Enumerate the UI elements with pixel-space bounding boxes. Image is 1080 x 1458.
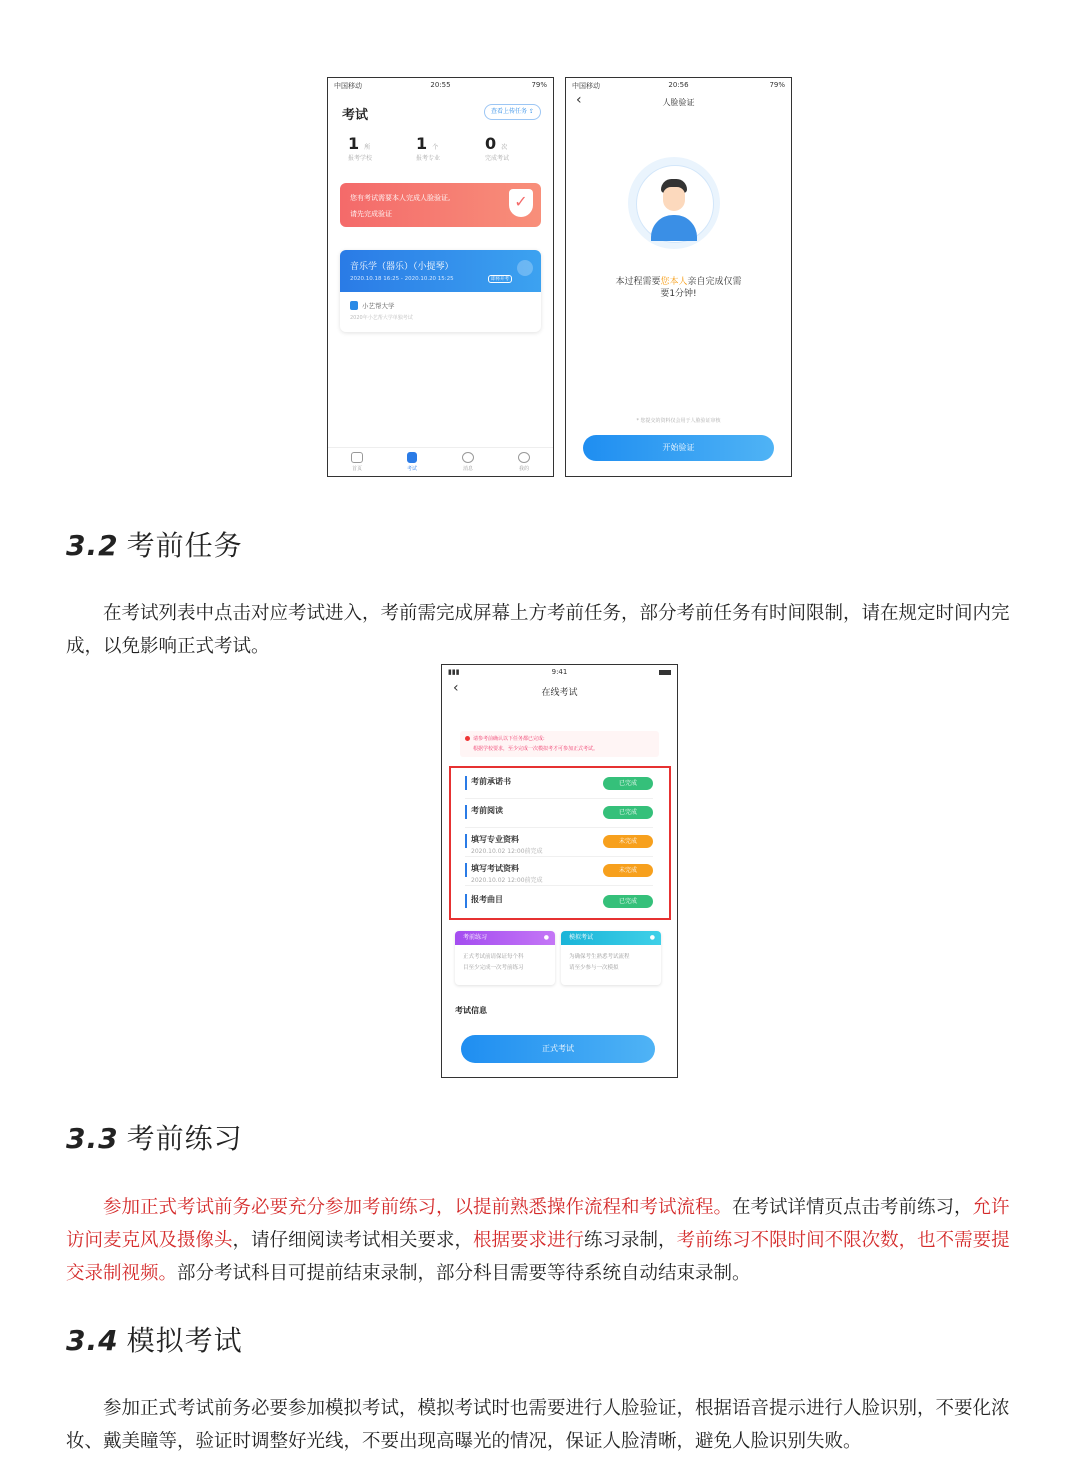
online-exam-phone-screenshot	[441, 664, 678, 1078]
tab-label: 消息	[462, 466, 473, 472]
face-verify-description	[586, 276, 771, 300]
status-bar	[566, 78, 791, 92]
tab-exam[interactable]	[401, 452, 423, 472]
body-text: ，请仔细阅读考试相关要求，	[232, 1230, 474, 1251]
stat-unit: 个	[432, 144, 439, 151]
upload-icon: ⇪	[528, 108, 534, 115]
task-deadline: 2020.10.02 12:00前完成	[471, 848, 543, 855]
tab-label: 首页	[351, 466, 362, 472]
desc-post: 亲自完成仅需	[687, 277, 742, 287]
exam-status-tag: 即将开考	[488, 275, 512, 283]
task-status-badge: 已完成	[603, 777, 653, 790]
task-list-highlight	[449, 766, 671, 920]
battery: 79%	[531, 81, 547, 89]
task-indicator	[465, 776, 467, 790]
status-bar	[442, 665, 677, 679]
section-number: 3.4	[66, 1324, 119, 1357]
face-scan-illustration	[628, 157, 720, 249]
upload-tasks-label: 查看上传任务	[491, 108, 528, 115]
battery: 79%	[769, 81, 785, 89]
practice-card[interactable]	[455, 931, 555, 985]
school-subtitle: 2020年小艺帮大学单独考试	[350, 315, 413, 321]
exam-info-label: 考试信息	[455, 1006, 487, 1015]
mock-card-line2: 请至少参与一次模拟	[569, 965, 619, 971]
practice-card-line2: 目至少完成一次考前练习	[463, 965, 524, 971]
tab-messages[interactable]	[457, 452, 479, 472]
desc-pre: 本过程需要	[615, 277, 661, 287]
signal-icon: ▮▮▮	[448, 668, 460, 676]
task-indicator	[465, 805, 467, 819]
profile-icon	[518, 452, 530, 463]
task-deadline: 2020.10.02 12:00前完成	[471, 877, 543, 884]
task-status-badge: 未完成	[603, 835, 653, 848]
face-verify-alert[interactable]	[340, 183, 541, 227]
carrier: 中国移动	[572, 82, 600, 90]
desc-highlight: 您本人	[660, 277, 688, 287]
battery-icon	[659, 670, 671, 675]
section-paragraph-3-4: 参加正式考试前务必要参加模拟考试，模拟考试时也需要进行人脸验证，根据语音提示进行人脸识别，不要化浓妆、戴美瞳等，验证时调整好光线，不要出现高曝光的情况，保证人脸清晰，避免人脸识别失败。	[66, 1398, 1010, 1452]
back-icon[interactable]: ‹	[576, 92, 582, 108]
status-time: 20:56	[668, 81, 689, 89]
status-bar	[328, 78, 553, 92]
emphasis-text: 允许访问麦克风及摄像头	[66, 1197, 1010, 1251]
section-number: 3.3	[66, 1122, 119, 1155]
task-name: 填写考试资料	[471, 864, 519, 873]
section-paragraph-3-2: 在考试列表中点击对应考试进入，考前需完成屏幕上方考前任务，部分考前任务有时间限制，请在规定时间内完成，以免影响正式考试。	[66, 603, 1010, 657]
section-number: 3.2	[66, 529, 119, 562]
task-indicator	[465, 834, 467, 848]
stat-unit: 次	[501, 144, 508, 151]
task-name: 报考曲目	[471, 895, 503, 904]
alert-line2: 请先完成验证	[350, 210, 392, 218]
task-indicator	[465, 894, 467, 908]
page-title: 人脸验证	[662, 98, 695, 107]
task-status-badge: 已完成	[603, 806, 653, 819]
section-title: 考前练习	[126, 1122, 243, 1155]
status-time: 9:41	[551, 668, 568, 676]
section-heading-3-3	[66, 1117, 243, 1157]
section-heading-3-2	[66, 524, 243, 564]
carrier: 中国移动	[334, 82, 362, 90]
mock-card-line1: 为确保考生熟悉考试流程	[569, 954, 630, 960]
exam-arrow-icon	[517, 260, 533, 276]
task-indicator	[465, 863, 467, 877]
privacy-note: * 您提交的资料仅会用于人脸验证审核	[636, 418, 721, 424]
warning-icon	[465, 736, 470, 741]
emphasis-text: 根据要求进行	[473, 1230, 585, 1251]
body-text: 在考试详情页点击考前练习，	[732, 1197, 973, 1218]
stat-value: 1	[348, 134, 360, 153]
practice-card-line1: 正式考试前请保证每个科	[463, 954, 524, 960]
shield-check-icon: ✓	[509, 189, 533, 217]
practice-card-title: 考前练习	[463, 934, 488, 941]
task-status-badge: 已完成	[603, 895, 653, 908]
tab-home[interactable]	[346, 452, 368, 472]
start-verify-button[interactable]: 开始验证	[583, 435, 774, 461]
emphasis-text: 参加正式考试前务必要充分参加考前练习，以提前熟悉操作流程和考试流程。	[103, 1197, 733, 1218]
upload-tasks-button[interactable]	[484, 104, 541, 120]
mock-exam-card[interactable]	[561, 931, 661, 985]
face-head	[663, 187, 685, 211]
status-time: 20:55	[430, 81, 451, 89]
section-heading-3-4	[66, 1319, 243, 1359]
mock-card-header	[561, 931, 661, 945]
body-text: 练习录制，	[584, 1230, 677, 1251]
tab-profile[interactable]	[513, 452, 535, 472]
face-verify-phone-screenshot	[565, 77, 792, 477]
task-status-badge: 未完成	[603, 864, 653, 877]
exam-list-phone-screenshot	[327, 77, 554, 477]
school-name: 小艺帮大学	[362, 302, 395, 310]
page-title: 考试	[342, 108, 369, 123]
stat-completed	[485, 134, 535, 162]
exam-card[interactable]	[340, 250, 541, 332]
exam-time: 2020.10.18 16:25 - 2020.10.20 15:25	[350, 276, 454, 282]
section-title: 模拟考试	[126, 1324, 243, 1357]
message-icon	[462, 452, 474, 463]
section-paragraph-3-3	[66, 1191, 1018, 1290]
task-row[interactable]	[465, 799, 653, 828]
stat-value: 0	[485, 134, 497, 153]
exam-title: 音乐学（器乐）（小提琴）	[350, 262, 454, 272]
stat-label: 完成考试	[485, 155, 510, 162]
task-row[interactable]	[465, 888, 653, 916]
body-text: 部分考试科目可提前结束录制，部分科目需要等待系统自动结束录制。	[177, 1263, 751, 1284]
arrow-icon: ●	[543, 934, 549, 941]
home-icon	[351, 452, 363, 463]
tab-label: 考试	[406, 466, 417, 472]
task-row[interactable]	[465, 857, 653, 886]
practice-card-header	[455, 931, 555, 945]
stat-school	[348, 134, 398, 162]
mock-card-title: 模拟考试	[569, 934, 594, 941]
task-row[interactable]	[465, 828, 653, 857]
notice-line1: 请参考前确认以下任务都已完成:	[473, 736, 545, 742]
task-name: 填写专业资料	[471, 835, 519, 844]
page-title: 在线考试	[541, 688, 578, 698]
formal-exam-button[interactable]: 正式考试	[461, 1035, 655, 1063]
notice-line2: 根据学校要求，至少完成一次模拟考才可参加正式考试。	[473, 746, 599, 752]
task-row[interactable]	[465, 770, 653, 799]
task-name: 考前阅读	[471, 806, 503, 815]
stat-label: 报考学校	[348, 155, 373, 162]
alert-line1: 您有考试需要本人完成人脸验证,	[350, 194, 451, 202]
task-name: 考前承诺书	[471, 777, 511, 786]
emphasis-text: 考前练习不限时间不限次数，也不需要提交录制视频。	[66, 1230, 1010, 1284]
arrow-icon: ●	[649, 934, 655, 941]
section-title: 考前任务	[126, 529, 243, 562]
stat-unit: 所	[364, 144, 371, 151]
stat-value: 1	[416, 134, 428, 153]
desc-line2: 要1分钟!	[660, 289, 697, 299]
school-logo-icon	[350, 301, 358, 310]
tab-bar	[328, 447, 553, 476]
tab-label: 我的	[518, 466, 529, 472]
task-notice	[460, 731, 659, 757]
back-icon[interactable]: ‹	[453, 680, 459, 696]
stat-major	[416, 134, 466, 162]
stat-label: 报考专业	[416, 155, 441, 162]
exam-icon	[407, 452, 417, 463]
exam-card-header	[340, 250, 541, 292]
